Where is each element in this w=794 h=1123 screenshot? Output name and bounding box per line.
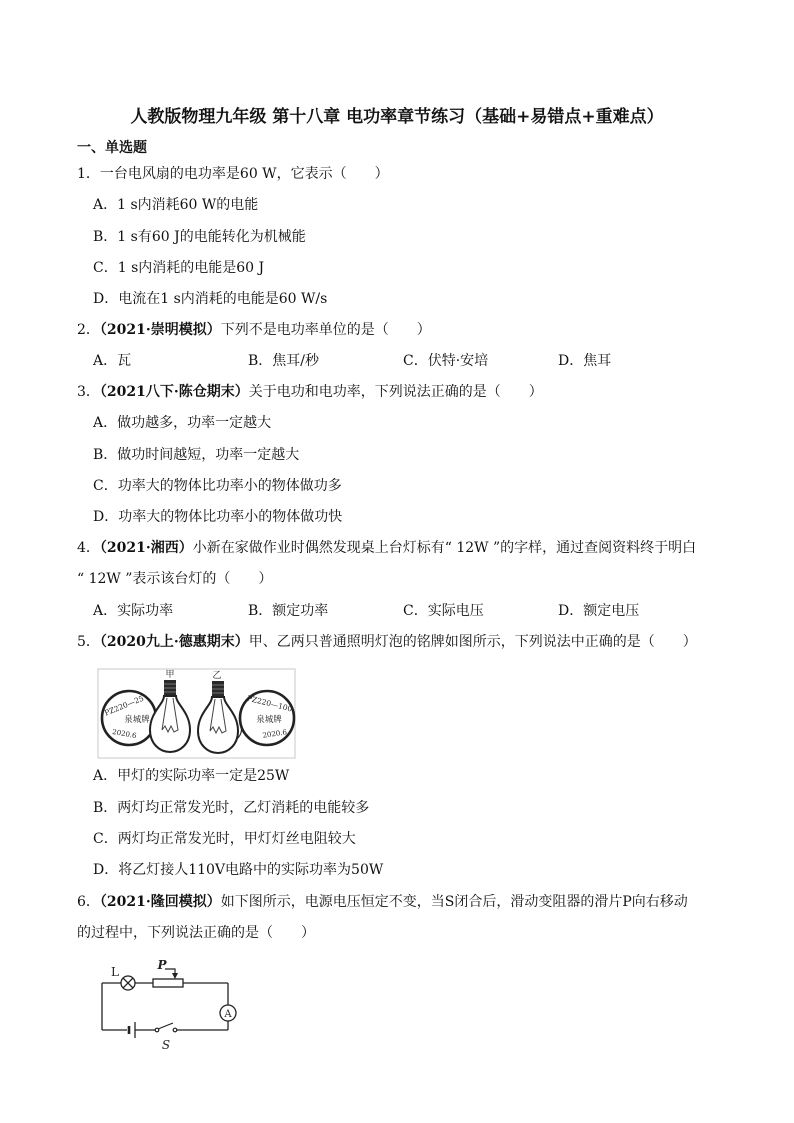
question-text: 甲、乙两只普通照明灯泡的铭牌如图所示，下列说法中正确的是（ ） [248, 634, 697, 650]
question-source: （2021八下·陈仓期末） [99, 384, 249, 400]
question-2-option-a: A．瓦 [93, 353, 132, 369]
question-number: 6． [77, 894, 100, 910]
question-source: （2020九上·德惠期末） [99, 634, 249, 650]
ammeter-label: A [224, 1009, 232, 1020]
right-nameplate-seal [240, 691, 294, 745]
switch-label: S [161, 1038, 171, 1052]
document-title: 人教版物理九年级 第十八章 电功率章节练习（基础+易错点+重难点） [130, 107, 664, 127]
question-5-option-c: C．两灯均正常发光时，甲灯灯丝电阻较大 [93, 831, 356, 847]
question-3-option-a: A．做功越多，功率一定越大 [93, 415, 272, 431]
question-text: 如下图所示，电源电压恒定不变，当S闭合后，滑动变阻器的滑片P向右移动 [220, 894, 688, 910]
question-4-option-b: B．额定功率 [248, 603, 329, 619]
question-1-stem [77, 164, 389, 184]
left-seal-brand: 泉城牌 [124, 715, 150, 725]
question-6-stem [77, 892, 688, 912]
slider-arrow-icon [165, 969, 178, 979]
question-6-stem-continued: 的过程中，下列说法正确的是（ ） [77, 925, 315, 941]
bulb-nameplate-figure [97, 668, 297, 760]
left-bulb-label: 甲 [165, 670, 175, 680]
question-2-option-b: B．焦耳/秒 [248, 353, 320, 369]
question-source: （2021·崇明模拟） [99, 322, 221, 338]
question-5-option-b: B．两灯均正常发光时，乙灯消耗的电能较多 [93, 800, 370, 816]
question-1-option-a: A．1 s内消耗60 W的电能 [93, 197, 259, 213]
left-seal-model: PZ220—25 [103, 693, 146, 718]
question-2-stem [77, 320, 431, 340]
question-4-option-a: A．实际功率 [93, 603, 174, 619]
right-seal-model: PZ220—100 [246, 693, 294, 714]
question-text: 关于电功和电功率，下列说法正确的是（ ） [248, 384, 543, 400]
question-number: 5． [77, 634, 100, 650]
question-4-stem-continued: “ 12W ”表示该台灯的（ ） [77, 571, 273, 587]
question-1-option-c: C．1 s内消耗的电能是60 J [93, 260, 265, 276]
left-seal-date: 2020.6 [111, 727, 138, 741]
question-1-option-d: D．电流在1 s内消耗的电能是60 W/s [93, 291, 328, 307]
question-2-option-d: D．焦耳 [558, 353, 612, 369]
question-5-option-a: A．甲灯的实际功率一定是25W [93, 768, 290, 784]
question-4-option-c: C．实际电压 [403, 603, 484, 619]
switch-icon [155, 1023, 177, 1032]
right-bulb-label: 乙 [212, 671, 222, 681]
question-3-option-b: B．做功时间越短，功率一定越大 [93, 447, 300, 463]
question-3-option-d: D．功率大的物体比功率小的物体做功快 [93, 509, 343, 525]
lamp-icon [121, 976, 135, 990]
battery-icon [129, 1022, 135, 1038]
question-5-option-d: D．将乙灯接人110V电路中的实际功率为50W [93, 862, 384, 878]
question-number: 3． [77, 384, 100, 400]
right-seal-date: 2020.6 [262, 728, 288, 740]
right-seal-brand: 泉城牌 [256, 715, 282, 725]
question-text: 小新在家做作业时偶然发现桌上台灯标有“ 12W ”的字样，通过查阅资料终于明白 [192, 540, 697, 556]
question-4-stem [77, 538, 696, 558]
question-text: 下列不是电功率单位的是（ ） [220, 322, 431, 338]
left-bulb-icon [150, 669, 190, 752]
slider-label: P [157, 958, 167, 972]
question-text: 一台电风扇的电功率是60 W，它表示（ ） [99, 166, 389, 182]
section-heading: 一、单选题 [77, 140, 147, 156]
question-source: （2021·隆回模拟） [99, 894, 221, 910]
question-number: 2． [77, 322, 100, 338]
circuit-diagram [95, 958, 245, 1054]
question-2-option-c: C．伏特·安培 [403, 353, 489, 369]
question-5-stem [77, 632, 697, 652]
right-bulb-icon [198, 670, 238, 753]
question-number: 4． [77, 540, 100, 556]
question-3-option-c: C．功率大的物体比功率小的物体做功多 [93, 478, 342, 494]
left-nameplate-seal [102, 691, 156, 745]
question-number: 1． [77, 166, 100, 182]
rheostat-icon [153, 979, 183, 987]
question-3-stem [77, 382, 543, 402]
lamp-label: L [111, 965, 119, 979]
question-4-option-d: D．额定电压 [558, 603, 640, 619]
question-source: （2021·湘西） [99, 540, 193, 556]
question-1-option-b: B．1 s有60 J的电能转化为机械能 [93, 229, 306, 245]
